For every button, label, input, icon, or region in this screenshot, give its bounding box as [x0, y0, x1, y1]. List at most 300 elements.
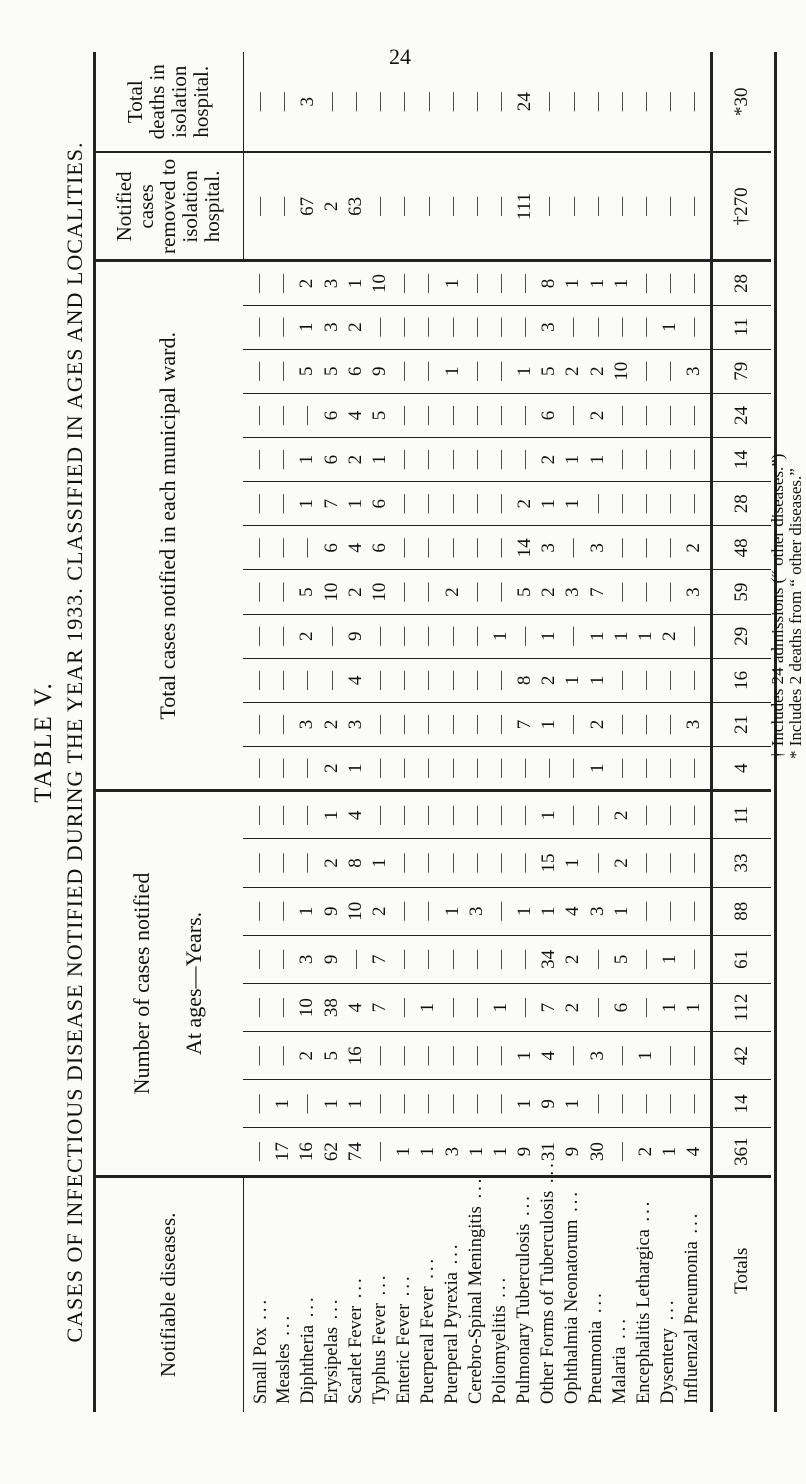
disease-row — [252, 1178, 271, 1404]
table-cell: 1 — [586, 278, 608, 289]
table-cell: — — [635, 758, 656, 778]
table-cell: — — [489, 758, 511, 778]
data-column — [243, 839, 711, 887]
disease-name: Other Forms of Tuberculosis — [538, 1190, 559, 1404]
disease-row — [347, 1178, 366, 1404]
table-cell: — — [345, 92, 367, 112]
table-cell: — — [248, 196, 270, 216]
table-cell: — — [441, 196, 463, 216]
table-cell: — — [393, 1094, 415, 1114]
table-cell: — — [538, 92, 560, 112]
table-cell: — — [514, 626, 536, 646]
data-column — [243, 935, 711, 983]
table-cell: — — [417, 949, 439, 969]
table-cell: 1 — [562, 1099, 584, 1109]
dot-leader: ... — [657, 1297, 678, 1328]
table-cell: — — [393, 670, 415, 690]
table-cell: — — [635, 538, 656, 558]
table-cell: 74 — [344, 1142, 366, 1162]
table-cell: 17 — [272, 1142, 294, 1162]
disease-name: Pulmonary Tuberculosis — [514, 1223, 535, 1404]
table-cell: 1 — [344, 499, 366, 509]
table-cell: — — [489, 1046, 511, 1066]
table-cell: 4 — [344, 410, 366, 421]
table-cell: — — [635, 196, 656, 216]
table-cell: — — [272, 805, 294, 825]
disease-name: Pneumonia — [586, 1320, 607, 1404]
data-column — [243, 482, 711, 526]
total-cell: 28 — [711, 261, 771, 305]
table-cell: — — [635, 715, 656, 735]
table-cell: — — [489, 901, 511, 921]
table-cell: — — [417, 273, 439, 293]
table-cell: 38 — [320, 998, 342, 1018]
table-cell: — — [465, 626, 487, 646]
table-cell: 3 — [586, 906, 608, 916]
table-cell: — — [465, 92, 487, 112]
dot-leader: ... — [634, 1198, 654, 1230]
table-cell: — — [683, 450, 705, 470]
number-notified-label: Number of cases notified — [129, 872, 154, 1095]
disease-name: Malaria — [610, 1346, 631, 1404]
table-cell: 1 — [344, 1099, 366, 1109]
table-cell: — — [272, 450, 294, 470]
table-cell: — — [417, 405, 439, 425]
total-cell: 14 — [711, 438, 771, 482]
table-cell: 3 — [683, 366, 705, 377]
total-cell: 61 — [711, 935, 771, 983]
disease-list-cell — [243, 1160, 711, 1412]
table-cell: 1 — [417, 1002, 439, 1013]
table-cell: — — [659, 1094, 681, 1114]
table-cell: 3 — [441, 1146, 463, 1157]
table-cell: 5 — [610, 954, 632, 965]
table-cell: — — [635, 317, 656, 337]
total-cell: †270 — [711, 152, 771, 260]
table-cell: — — [393, 853, 415, 873]
table-cell: — — [272, 196, 294, 216]
table-cell: 1 — [368, 858, 390, 868]
table-cell: — — [586, 92, 608, 112]
disease-row — [443, 1178, 462, 1404]
table-cell: 7 — [368, 954, 390, 965]
dot-leader: ... — [538, 1160, 559, 1191]
table-cell: — — [272, 405, 294, 425]
table-cell: 2 — [562, 1002, 584, 1013]
table-cell: — — [489, 450, 511, 470]
table-cell: 3 — [683, 587, 705, 597]
dot-leader: ... — [274, 1312, 295, 1344]
table-cell: — — [683, 758, 705, 778]
table-cell: 10 — [610, 361, 632, 381]
table-cell: 67 — [296, 196, 318, 216]
table-cell: 1 — [610, 631, 632, 641]
removed-header: Notified cases removed to isolation hospital. — [93, 152, 243, 260]
table-cell: — — [489, 582, 511, 602]
data-table — [93, 52, 771, 1412]
table-cell: — — [393, 361, 415, 381]
table-cell: — — [659, 715, 681, 735]
table-cell: — — [441, 626, 463, 646]
table-cell: — — [489, 317, 511, 337]
table-cell: — — [248, 626, 269, 646]
data-column — [243, 658, 711, 702]
table-cell: — — [417, 450, 439, 470]
disease-row — [515, 1178, 534, 1404]
table-cell: — — [635, 92, 656, 112]
table-cell: — — [441, 538, 463, 558]
table-cell: 3 — [320, 322, 342, 332]
table-cell: — — [465, 494, 487, 514]
table-cell: — — [659, 758, 681, 778]
table-cell: — — [417, 670, 439, 690]
table-cell: — — [441, 1046, 463, 1066]
table-cell: 9 — [514, 1146, 536, 1157]
table-cell: — — [683, 626, 705, 646]
table-cell: — — [393, 715, 415, 735]
dot-leader: ... — [394, 1273, 415, 1304]
table-cell: 4 — [538, 1050, 560, 1061]
table-cell: 1 — [659, 1146, 681, 1157]
total-cell: 59 — [711, 570, 771, 614]
total-cell: 112 — [711, 983, 771, 1031]
table-cell: 62 — [320, 1142, 342, 1162]
table-cell: 2 — [320, 719, 342, 730]
table-cell: — — [610, 670, 632, 690]
table-cell: — — [248, 998, 269, 1018]
table-cell: — — [272, 901, 294, 921]
table-cell: — — [393, 998, 415, 1018]
table-cell: — — [514, 450, 536, 470]
table-cell: — — [465, 853, 487, 873]
table-cell: 1 — [320, 1099, 342, 1109]
table-cell: 1 — [562, 675, 584, 686]
table-cell: — — [248, 361, 269, 381]
table-cell: 5 — [296, 366, 318, 377]
data-column — [243, 702, 711, 746]
table-cell: — — [417, 317, 439, 337]
table-cell: — — [296, 670, 318, 690]
dot-leader: ... — [370, 1272, 391, 1304]
table-cell: — — [465, 317, 487, 337]
table-cell: — — [562, 805, 584, 825]
table-cell: — — [417, 758, 439, 778]
disease-row — [466, 1175, 487, 1404]
column-values — [243, 659, 710, 702]
table-cell: — — [465, 450, 487, 470]
data-column — [243, 526, 711, 570]
table-cell: 1 — [562, 278, 584, 289]
table-cell: — — [248, 1094, 269, 1114]
table-cell: — — [514, 805, 536, 825]
table-cell: 34 — [538, 949, 560, 969]
ward-group-header: Total cases notified in each municipal ward. — [93, 261, 243, 791]
disease-row — [563, 1178, 582, 1404]
table-cell: — — [465, 805, 487, 825]
table-cell: — — [417, 538, 439, 558]
table-cell: — — [248, 758, 269, 778]
table-cell: 9 — [368, 366, 390, 377]
table-cell: 1 — [393, 1146, 415, 1157]
table-cell: — — [393, 758, 415, 778]
table-cell: — — [610, 196, 632, 216]
disease-name: Ophthalmia Neonatorum — [562, 1219, 583, 1404]
table-cell: — — [610, 317, 632, 337]
table-cell: — — [393, 317, 415, 337]
table-cell: — — [683, 317, 705, 337]
table-title: CASES OF INFECTIOUS DISEASE NOTIFIED DURING THE YEAR 1933. CLASSIFIED IN AGES AND LOCALITIES. — [62, 141, 87, 1343]
table-cell: — — [272, 582, 294, 602]
table-cell: — — [465, 273, 487, 293]
deaths-header: Total deaths in isolation hospital. — [93, 52, 243, 152]
table-cell: 3 — [296, 719, 318, 730]
table-cell: 2 — [538, 587, 560, 597]
table-cell: — — [368, 1142, 390, 1162]
table-cell: — — [610, 1142, 632, 1162]
disease-row — [371, 1178, 390, 1404]
table-cell: — — [514, 853, 536, 873]
table-cell: 2 — [344, 454, 366, 465]
table-cell: — — [393, 582, 415, 602]
disease-row — [635, 1178, 654, 1404]
disease-name: Erysipelas — [322, 1326, 343, 1404]
table-cell: 1 — [683, 1002, 705, 1013]
table-cell: 1 — [562, 499, 584, 509]
table-cell: — — [248, 317, 269, 337]
table-cell: 1 — [514, 366, 536, 377]
data-column — [243, 614, 711, 658]
table-cell: — — [514, 758, 536, 778]
table-cell: 2 — [586, 719, 608, 730]
table-cell: — — [586, 196, 608, 216]
table-cell: 8 — [538, 278, 560, 289]
table-cell: 1 — [489, 1146, 511, 1157]
table-cell: — — [272, 758, 294, 778]
table-cell: 1 — [489, 1002, 511, 1013]
table-cell: — — [610, 405, 632, 425]
table-cell: — — [683, 273, 705, 293]
table-cell: 2 — [635, 1146, 656, 1157]
total-cell: 79 — [711, 349, 771, 393]
table-cell: — — [586, 494, 608, 514]
table-cell: — — [393, 1046, 415, 1066]
column-values — [244, 153, 710, 259]
total-cell: 33 — [711, 839, 771, 887]
table-cell: — — [248, 901, 269, 921]
table-cell: — — [465, 361, 487, 381]
total-cell: 24 — [711, 393, 771, 437]
table-cell: 1 — [344, 763, 366, 773]
dot-leader: ... — [442, 1241, 463, 1272]
table-cell: — — [659, 273, 681, 293]
dot-leader: ... — [250, 1296, 271, 1328]
table-cell: 1 — [417, 1146, 439, 1157]
table-cell: — — [417, 92, 439, 112]
table-cell: — — [465, 1094, 487, 1114]
total-cell: 11 — [711, 791, 771, 839]
table-cell: — — [248, 670, 269, 690]
table-cell: 2 — [659, 631, 681, 641]
table-cell: 16 — [344, 1046, 366, 1066]
table-cell: — — [489, 361, 511, 381]
table-cell: — — [610, 758, 632, 778]
column-values — [243, 1128, 710, 1174]
table-cell: — — [417, 853, 439, 873]
table-cell: — — [489, 273, 511, 293]
total-cell: *30 — [730, 87, 752, 116]
total-cell: 4 — [711, 747, 771, 791]
table-cell: — — [659, 582, 681, 602]
disease-name: Diphtheria — [298, 1324, 319, 1404]
table-cell: — — [610, 538, 632, 558]
table-cell: 1 — [538, 906, 560, 916]
table-cell: — — [635, 901, 656, 921]
table-cell: — — [417, 715, 439, 735]
table-cell: — — [490, 92, 512, 112]
disease-row — [538, 1160, 559, 1404]
table-cell: — — [248, 450, 269, 470]
table-cell: 6 — [538, 410, 560, 421]
table-cell: — — [368, 626, 390, 646]
table-cell: — — [659, 196, 681, 216]
table-cell: 2 — [562, 366, 584, 377]
table-cell: 24 — [514, 92, 536, 112]
table-cell: — — [296, 853, 318, 873]
table-cell: — — [514, 405, 536, 425]
table-cell: — — [635, 582, 656, 602]
table-cell: 1 — [296, 454, 318, 465]
disease-name: Small Pox — [250, 1327, 271, 1404]
table-cell: 14 — [514, 538, 536, 558]
table-cell: 6 — [610, 1002, 632, 1013]
table-cell: — — [538, 196, 560, 216]
table-cell: — — [441, 92, 463, 112]
table-cell: 1 — [514, 906, 536, 916]
table-cell: 2 — [344, 322, 366, 332]
column-values — [243, 1032, 710, 1079]
table-cell: 1 — [514, 1099, 536, 1109]
data-column — [243, 887, 711, 935]
table-cell: 1 — [489, 631, 511, 641]
column-values — [243, 936, 710, 983]
table-cell: — — [417, 626, 439, 646]
table-cell: — — [272, 92, 294, 112]
table-cell: 3 — [344, 719, 366, 730]
table-cell: 1 — [514, 1050, 536, 1061]
table-cell: — — [635, 450, 656, 470]
table-cell: 1 — [538, 499, 560, 509]
data-column — [243, 393, 711, 437]
table-cell: — — [441, 670, 463, 690]
table-cell: 1 — [296, 499, 318, 509]
table-cell: — — [489, 715, 511, 735]
table-cell: — — [248, 715, 269, 735]
dot-leader: ... — [586, 1290, 607, 1321]
table-cell: — — [635, 949, 656, 969]
table-cell: 7 — [368, 1002, 390, 1013]
table-cell: — — [272, 273, 294, 293]
table-cell: — — [248, 273, 269, 293]
table-cell: 1 — [538, 810, 560, 821]
disease-row — [491, 1178, 510, 1404]
table-cell: — — [368, 758, 390, 778]
table-cell: — — [586, 949, 608, 969]
table-cell: 3 — [586, 543, 608, 553]
table-cell: — — [417, 582, 439, 602]
total-cell: 361 — [711, 1128, 771, 1176]
table-cell: — — [393, 901, 415, 921]
table-cell: — — [272, 538, 294, 558]
table-cell: — — [296, 805, 318, 825]
table-cell: — — [441, 949, 463, 969]
page-number: 24 — [389, 44, 411, 69]
table-cell: — — [368, 1094, 390, 1114]
table-label: TABLE V. — [30, 681, 57, 803]
data-column — [243, 152, 711, 260]
table-cell: 6 — [320, 410, 342, 421]
column-values — [243, 570, 710, 613]
table-cell: — — [683, 1094, 705, 1114]
table-cell: 10 — [296, 998, 318, 1018]
column-values — [243, 839, 710, 886]
disease-name: Scarlet Fever — [346, 1305, 367, 1404]
table-cell: — — [248, 805, 269, 825]
data-column — [243, 570, 711, 614]
table-cell: — — [586, 998, 608, 1018]
data-column — [243, 1080, 711, 1128]
table-cell: — — [368, 715, 390, 735]
table-cell: — — [659, 450, 681, 470]
table-cell: 1 — [465, 1146, 487, 1157]
table-cell: 16 — [296, 1142, 318, 1162]
table-cell: — — [610, 715, 632, 735]
table-cell: — — [272, 949, 294, 969]
table-cell: — — [393, 949, 415, 969]
table-cell: 3 — [538, 322, 560, 332]
table-cell: — — [489, 949, 511, 969]
table-cell: 10 — [368, 273, 390, 293]
table-cell: 6 — [368, 543, 390, 553]
disease-row — [611, 1178, 630, 1404]
table-cell: — — [248, 853, 269, 873]
dot-leader: ... — [562, 1189, 583, 1220]
table-cell: — — [272, 317, 294, 337]
table-cell: — — [635, 1094, 656, 1114]
table-cell: — — [441, 715, 463, 735]
table-cell: — — [635, 805, 656, 825]
table-cell: — — [417, 494, 439, 514]
table-cell: 6 — [368, 499, 390, 509]
table-cell: 6 — [320, 454, 342, 465]
table-cell: — — [683, 1046, 705, 1066]
table-cell: 2 — [514, 499, 536, 509]
table-cell: — — [465, 538, 487, 558]
table-cell: — — [465, 1046, 487, 1066]
table-cell: — — [562, 626, 584, 646]
table-cell: — — [465, 998, 487, 1018]
table-cell: — — [514, 949, 536, 969]
data-column — [243, 438, 711, 482]
table-cell: 1 — [368, 454, 390, 465]
disease-name: Puerperal Fever — [418, 1286, 439, 1404]
table-cell: — — [368, 317, 390, 337]
total-cell: 88 — [711, 887, 771, 935]
dot-leader: ... — [466, 1175, 487, 1207]
table-cell: — — [659, 1046, 681, 1066]
table-cell: — — [441, 317, 463, 337]
table-cell: 4 — [562, 906, 584, 916]
table-cell: 5 — [296, 587, 318, 597]
